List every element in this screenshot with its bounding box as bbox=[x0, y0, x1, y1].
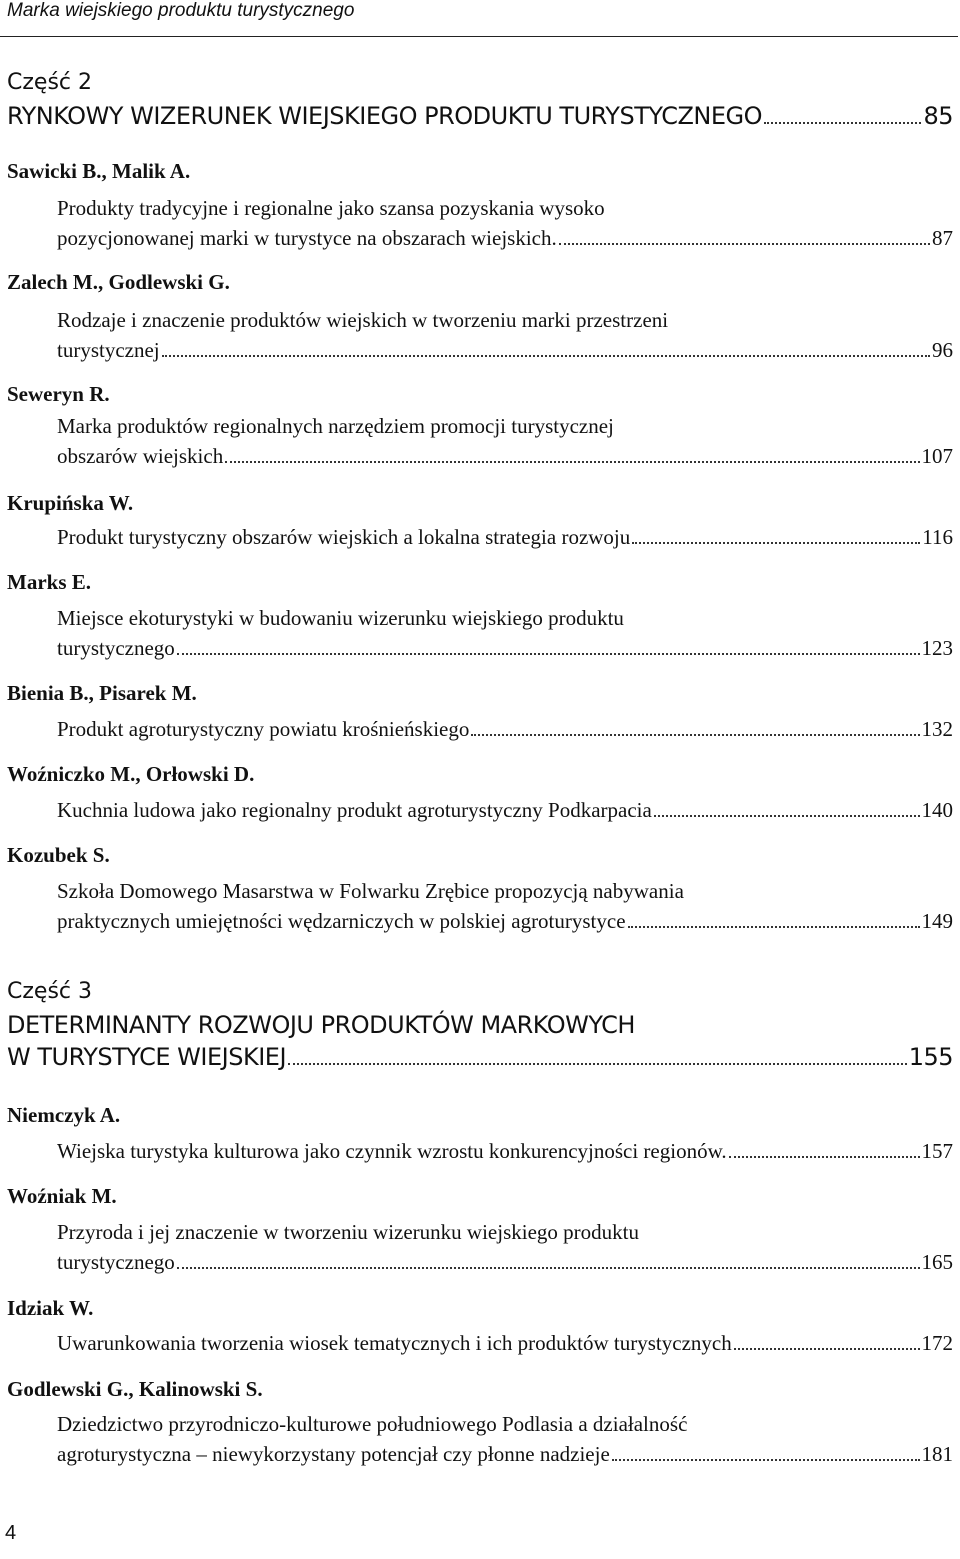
entry-title-line: obszarów wiejskich bbox=[57, 444, 224, 468]
page-ref: 149 bbox=[921, 909, 953, 933]
author: Marks E. bbox=[7, 570, 91, 594]
part-title[interactable] bbox=[7, 1009, 953, 1073]
toc-entry[interactable] bbox=[57, 714, 953, 744]
dot-leader bbox=[225, 460, 919, 463]
page-ref: 132 bbox=[921, 717, 953, 741]
entry-title-line: Przyroda i jej znaczenie w tworzeniu wizerunku wiejskiego produktu bbox=[57, 1220, 639, 1244]
toc-entry[interactable] bbox=[57, 1217, 953, 1277]
entry-title-line: Wiejska turystyka kulturowa jako czynnik wzrostu konkurencyjności regionów. bbox=[57, 1139, 727, 1163]
dot-leader bbox=[177, 1266, 920, 1269]
entry-title-line: praktycznych umiejętności wędzarniczych w polskiej agroturystyce bbox=[57, 909, 626, 933]
toc-entry[interactable] bbox=[57, 876, 953, 936]
dot-leader bbox=[559, 242, 930, 245]
page-ref: 107 bbox=[921, 444, 953, 468]
author: Idziak W. bbox=[7, 1296, 94, 1320]
author: Zalech M., Godlewski G. bbox=[7, 270, 230, 294]
page-ref: 87 bbox=[932, 226, 953, 250]
entry-title-line: Produkty tradycyjne i regionalne jako szansa pozyskania wysoko bbox=[57, 196, 605, 220]
page-ref: 155 bbox=[908, 1043, 953, 1071]
author: Krupińska W. bbox=[7, 491, 134, 515]
dot-leader bbox=[162, 354, 930, 357]
toc-entry[interactable] bbox=[57, 795, 953, 825]
part-title-line: W TURYSTYCE WIEJSKIEJ bbox=[7, 1043, 287, 1071]
dot-leader bbox=[729, 1155, 920, 1158]
page-ref: 181 bbox=[921, 1442, 953, 1466]
entry-title-line: turystycznej bbox=[57, 338, 160, 362]
toc-entry[interactable] bbox=[57, 411, 953, 471]
page-ref: 140 bbox=[921, 798, 953, 822]
toc-entry[interactable] bbox=[57, 305, 953, 365]
part-label: Część 2 bbox=[7, 70, 92, 95]
entry-title-line: turystycznego bbox=[57, 636, 175, 660]
part-title-line: DETERMINANTY ROZWOJU PRODUKTÓW MARKOWYCH bbox=[7, 1011, 635, 1039]
entry-title-line: turystycznego bbox=[57, 1250, 175, 1274]
dot-leader bbox=[177, 652, 920, 655]
part-title[interactable] bbox=[7, 100, 953, 132]
page-ref: 96 bbox=[932, 338, 953, 362]
dot-leader bbox=[628, 925, 920, 928]
author: Godlewski G., Kalinowski S. bbox=[7, 1377, 263, 1401]
dot-leader bbox=[471, 733, 919, 736]
toc-entry[interactable] bbox=[57, 1409, 953, 1469]
entry-title-line: Dziedzictwo przyrodniczo-kulturowe południowego Podlasia a działalność bbox=[57, 1412, 688, 1436]
entry-title-line: Produkt turystyczny obszarów wiejskich a lokalna strategia rozwoju bbox=[57, 525, 631, 549]
page-ref: 157 bbox=[921, 1139, 953, 1163]
entry-title-line: Uwarunkowania tworzenia wiosek tematycznych i ich produktów turystycznych bbox=[57, 1331, 732, 1355]
author: Niemczyk A. bbox=[7, 1103, 121, 1127]
page-number: 4 bbox=[5, 1522, 17, 1544]
entry-title-line: Produkt agroturystyczny powiatu krośnieńskiego bbox=[57, 717, 470, 741]
entry-title-line: Rodzaje i znaczenie produktów wiejskich w tworzeniu marki przestrzeni bbox=[57, 308, 669, 332]
dot-leader bbox=[288, 1062, 907, 1065]
toc-entry[interactable] bbox=[57, 522, 953, 552]
entry-title-line: Szkoła Domowego Masarstwa w Folwarku Zrębice propozycją nabywania bbox=[57, 879, 684, 903]
dot-leader bbox=[612, 1458, 920, 1461]
page-ref: 85 bbox=[923, 102, 953, 130]
part-label: Część 3 bbox=[7, 979, 92, 1004]
author: Kozubek S. bbox=[7, 843, 110, 867]
page-ref: 116 bbox=[922, 525, 953, 549]
dot-leader bbox=[654, 814, 920, 817]
toc-entry[interactable] bbox=[57, 603, 953, 663]
entry-title-line: Miejsce ekoturystyki w budowaniu wizerunku wiejskiego produktu bbox=[57, 606, 624, 630]
page-ref: 123 bbox=[921, 636, 953, 660]
dot-leader bbox=[764, 121, 921, 124]
author: Bienia B., Pisarek M. bbox=[7, 681, 197, 705]
toc-entry[interactable] bbox=[57, 1136, 953, 1166]
entry-title-line: Kuchnia ludowa jako regionalny produkt agroturystyczny Podkarpacia bbox=[57, 798, 652, 822]
author: Woźniczko M., Orłowski D. bbox=[7, 762, 255, 786]
header-rule bbox=[0, 36, 958, 37]
toc-entry[interactable] bbox=[57, 1328, 953, 1358]
dot-leader bbox=[632, 541, 920, 544]
page-ref: 172 bbox=[921, 1331, 953, 1355]
author: Seweryn R. bbox=[7, 382, 110, 406]
part-title-line: RYNKOWY WIZERUNEK WIEJSKIEGO PRODUKTU TURYSTYCZNEGO bbox=[7, 102, 763, 130]
entry-title-line: agroturystyczna – niewykorzystany potencjał czy płonne nadzieje bbox=[57, 1442, 610, 1466]
dot-leader bbox=[734, 1347, 920, 1350]
entry-title-line: pozycjonowanej marki w turystyce na obszarach wiejskich. bbox=[57, 226, 557, 250]
page-ref: 165 bbox=[921, 1250, 953, 1274]
toc-entry[interactable] bbox=[57, 193, 953, 253]
running-header: Marka wiejskiego produktu turystycznego bbox=[7, 0, 355, 21]
entry-title-line: Marka produktów regionalnych narzędziem promocji turystycznej bbox=[57, 414, 614, 438]
author: Sawicki B., Malik A. bbox=[7, 159, 191, 183]
author: Woźniak M. bbox=[7, 1184, 117, 1208]
